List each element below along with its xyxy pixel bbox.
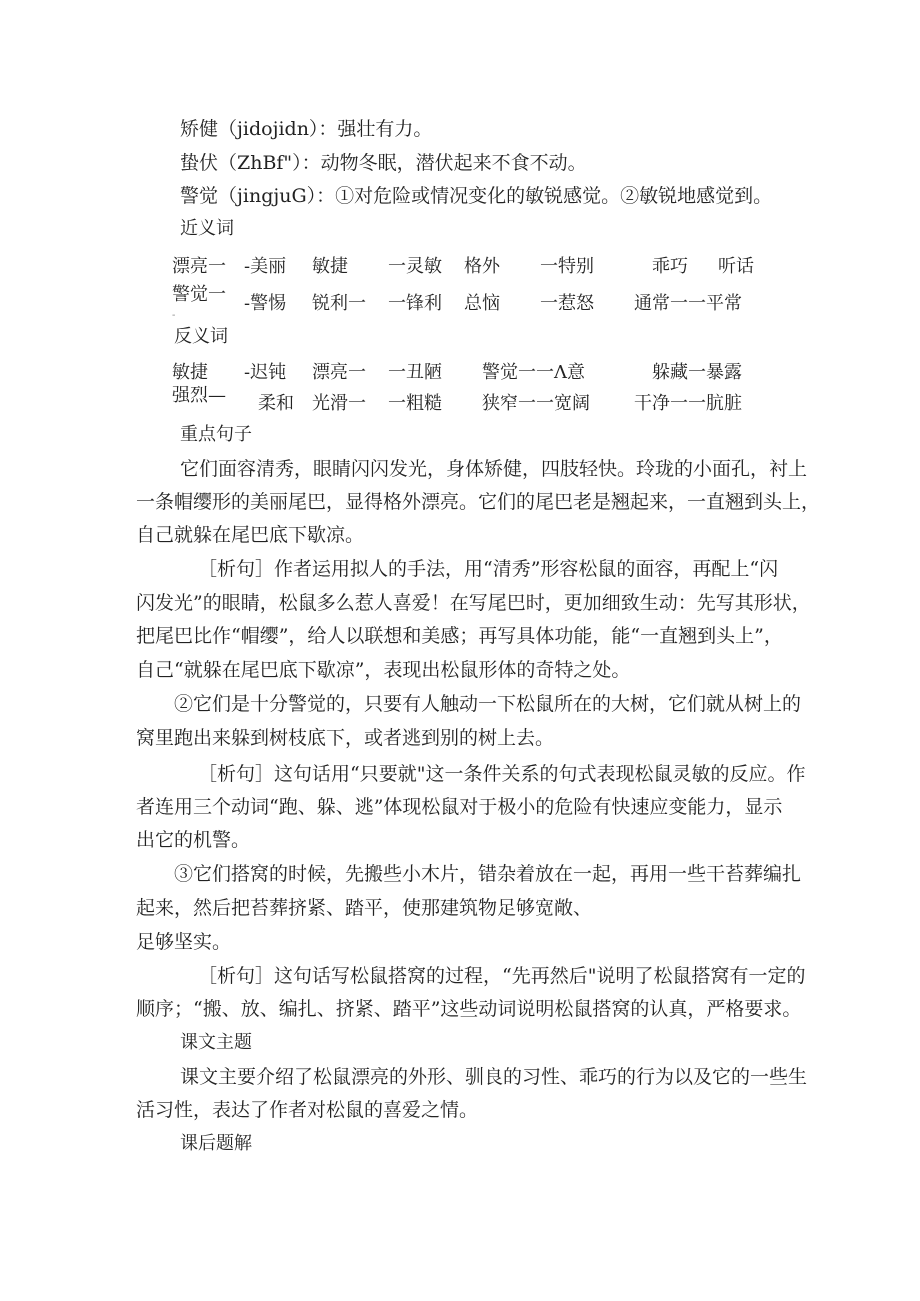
synonym-cell: -警惕 [244,293,287,314]
exercises-heading: 课后题解 [180,1133,252,1154]
antonym-cell: -迟钝 [244,362,287,383]
synonym-cell: 一特别 [540,256,594,277]
stray-mark: - [172,310,176,321]
antonym-cell: 强烈— [172,385,226,406]
theme-line: 活习性，表达了作者对松鼠的喜爱之情。 [136,1099,479,1121]
definition-jiaojian: 矫健（jidojidn）：强壮有力。 [180,118,433,140]
antonym-cell: 一粗糙 [388,393,442,414]
theme-line: 课文主要介绍了松鼠漂亮的外形、驯良的习性、乖巧的行为以及它的一些生 [180,1066,808,1088]
antonym-cell: 警觉一一Λ意 [482,362,585,383]
synonym-cell: 通常一一平常 [634,293,742,314]
synonym-cell: -美丽 [244,256,287,277]
synonym-cell: 敏捷 [312,256,348,277]
antonym-cell: 敏捷 [172,362,208,383]
analysis-3-line: ［析句］这句话写松鼠搭窝的过程，“先再然后"说明了松鼠搭窝有一定的 [198,965,806,987]
synonym-cell: 听话 [718,256,754,277]
sentence-3-line: ③它们搭窝的时候，先搬些小木片，错杂着放在一起，再用一些干苔葬编扎 [174,863,802,885]
definition-jingjue: 警觉（jingjuG）：①对危险或情况变化的敏锐感觉。②敏锐地感觉到。 [180,185,773,207]
definition-zhefu: 蛰伏（ZhBf"）：动物冬眠，潜伏起来不食不动。 [180,152,587,174]
synonym-cell: 锐利一 [312,293,366,314]
synonym-cell: 一灵敏 [388,256,442,277]
sentence-2-line: 窝里跑出来躲到树枝底下，或者逃到别的树上去。 [136,727,555,749]
antonym-cell: 干净一一肮脏 [634,393,742,414]
synonyms-heading: 近义词 [180,218,234,239]
synonym-cell: 警觉一 [172,284,226,305]
analysis-1-line: 自己“就躲在尾巴底下歇凉”，表现出松鼠形体的奇特之处。 [136,659,631,681]
synonym-cell: 漂亮一 [172,256,226,277]
synonym-cell: 一锋利 [388,293,442,314]
sentence-1-line: 它们面容清秀，眼睛闪闪发光，身体矫健，四肢轻快。玲珑的小面孔，衬上 [180,458,808,480]
antonym-cell: 一丑陋 [388,362,442,383]
synonym-cell: 乖巧 [652,256,688,277]
analysis-1-line: ［析句］作者运用拟人的手法，用“清秀”形容松鼠的面容，再配上“闪 [198,558,779,580]
sentence-3-line: 足够坚实。 [136,931,232,953]
key-sentences-heading: 重点句子 [180,424,252,445]
synonym-cell: 格外 [464,256,500,277]
sentence-1-line: 自己就躲在尾巴底下歇凉。 [136,524,365,546]
analysis-2-line: 者连用三个动词“跑、躲、逃”体现松鼠对于极小的危险有快速应变能力，显示 [136,796,783,818]
antonym-cell: 柔和 [258,393,294,414]
analysis-3-line: 顺序；“搬、放、编扎、挤紧、踏平”这些动词说明松鼠搭窝的认真，严格要求。 [136,998,802,1020]
antonym-cell: 光滑一 [312,393,366,414]
sentence-1-line: 一条帽缨形的美丽尾巴，显得格外漂亮。它们的尾巴老是翘起来，一直翘到头上， [136,491,821,513]
analysis-1-line: 把尾巴比作“帽缨”，给人以联想和美感；再写具体功能，能“一直翘到头上”， [136,625,783,647]
analysis-1-line: 闪发光”的眼睛，松鼠多么惹人喜爱！在写尾巴时，更加细致生动：先写其形状， [136,592,811,614]
analysis-2-line: ［析句］这句话用“只要就"这一条件关系的句式表现松鼠灵敏的反应。作 [198,763,806,785]
sentence-3-line: 起来，然后把苔葬挤紧、踏平，使那建筑物足够宽敞、 [136,897,593,919]
antonym-cell: 漂亮一 [312,362,366,383]
synonym-cell: 一惹怒 [540,293,594,314]
antonyms-heading: 反义词 [174,326,228,347]
antonym-cell: 狭窄一一宽阔 [482,393,590,414]
theme-heading: 课文主题 [180,1032,252,1053]
analysis-2-line: 出它的机警。 [136,829,251,851]
antonym-cell: 躲藏一暴露 [652,362,742,383]
synonym-cell: 总恼 [464,293,500,314]
sentence-2-line: ②它们是十分警觉的，只要有人触动一下松鼠所在的大树，它们就从树上的 [174,693,802,715]
